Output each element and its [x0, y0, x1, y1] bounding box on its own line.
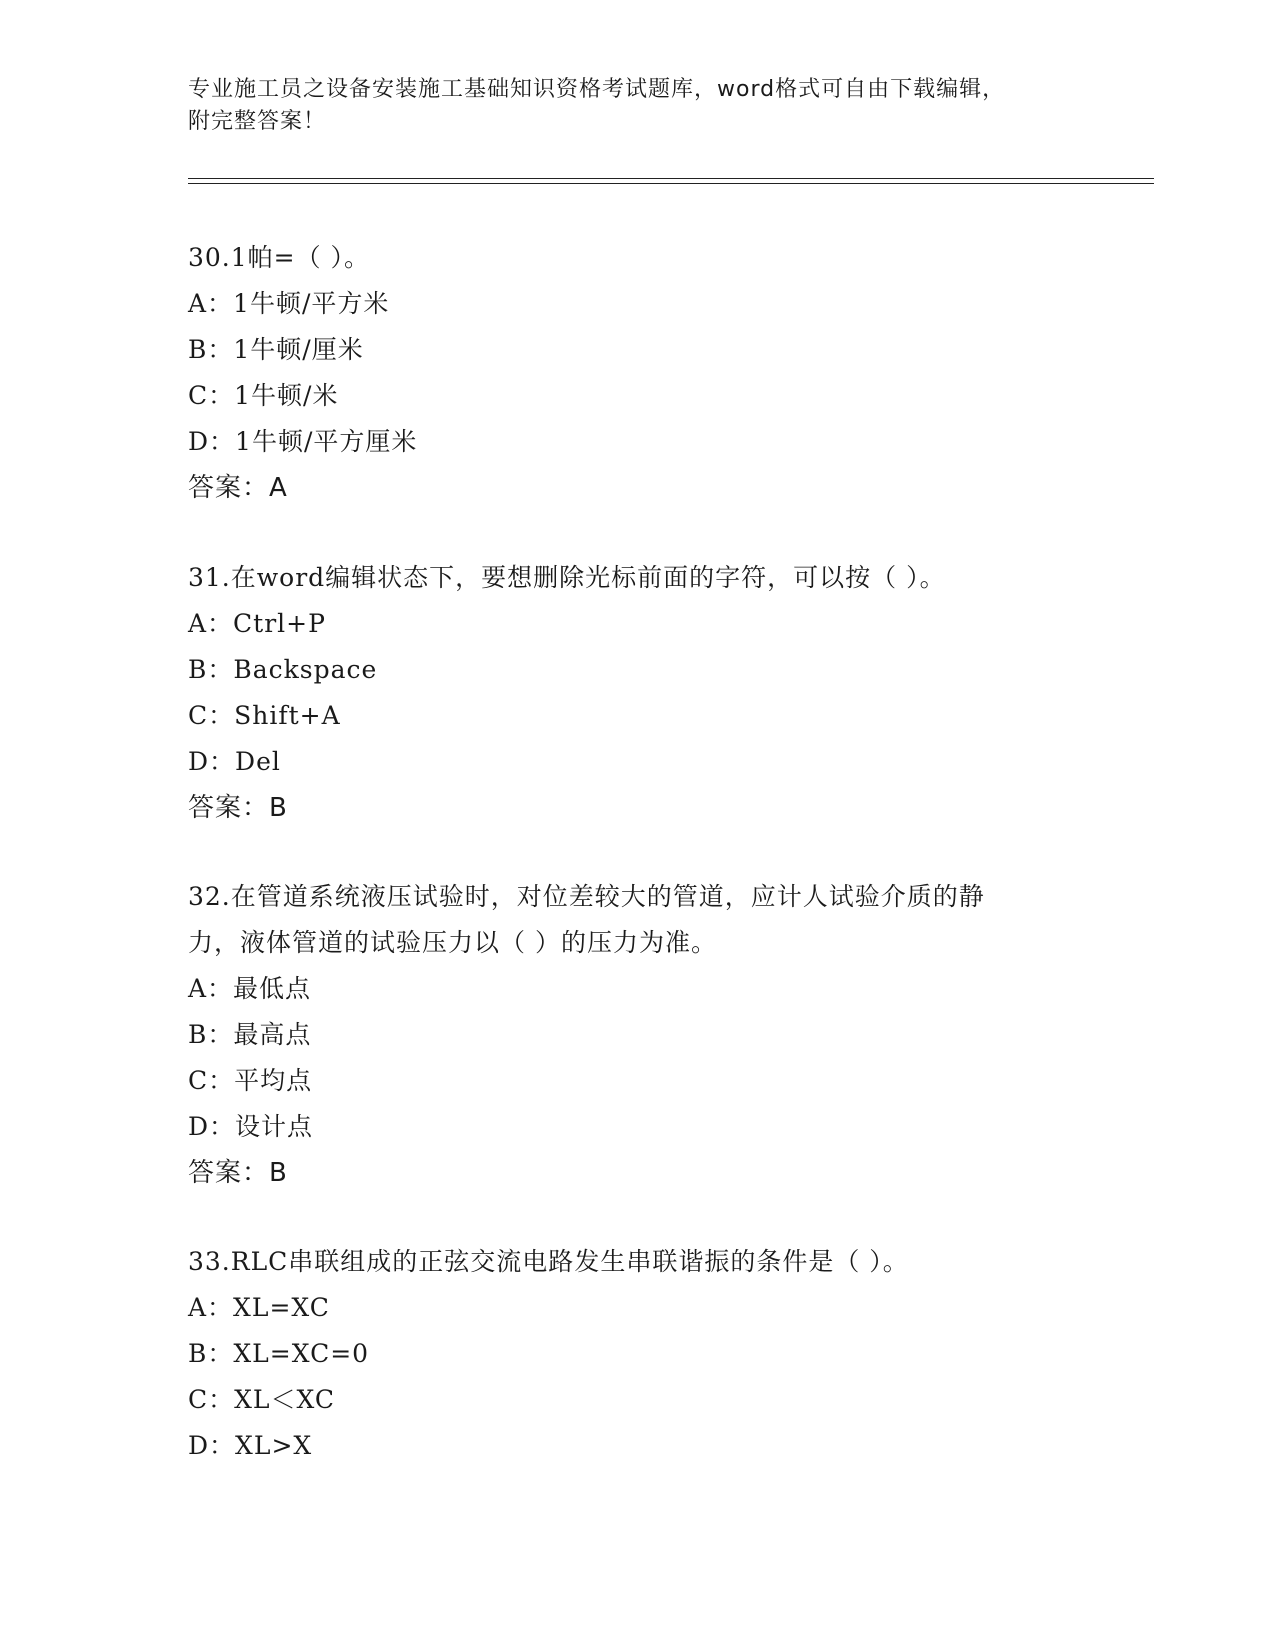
- option-d: D：Del: [188, 747, 281, 776]
- header-line-2: 附完整答案！: [188, 109, 327, 134]
- option-d: D：1牛顿/平方厘米: [188, 427, 418, 456]
- header-line-1: 专业施工员之设备安装施工基础知识资格考试题库，word格式可自由下载编辑，: [188, 77, 1006, 102]
- document-header: [188, 74, 1088, 138]
- option-b: B：Backspace: [188, 655, 378, 684]
- question-32: [188, 874, 1088, 1196]
- option-d: D：XL>X: [188, 1431, 313, 1460]
- option-c: C：Shift+A: [188, 701, 341, 730]
- option-d: D：设计点: [188, 1112, 314, 1141]
- option-a: A：XL=XC: [188, 1293, 330, 1322]
- question-text: 30.1帕=（ ）。: [188, 243, 371, 272]
- option-a: A：1牛顿/平方米: [188, 289, 390, 318]
- answer: 答案：A: [188, 473, 288, 503]
- option-b: B：最高点: [188, 1020, 312, 1049]
- question-text: 31.在word编辑状态下，要想删除光标前面的字符，可以按（ ）。: [188, 563, 946, 592]
- question-33: [188, 1239, 1088, 1469]
- header-divider-bottom: [188, 183, 1154, 184]
- option-a: A：最低点: [188, 974, 312, 1003]
- question-text-line-1: 32.在管道系统液压试验时，对位差较大的管道，应计人试验介质的静: [188, 882, 985, 911]
- answer: 答案：B: [188, 1158, 288, 1188]
- question-text: 33.RLC串联组成的正弦交流电路发生串联谐振的条件是（ ）。: [188, 1247, 909, 1276]
- option-c: C：1牛顿/米: [188, 381, 339, 410]
- header-divider-top: [188, 178, 1154, 179]
- option-a: A：Ctrl+P: [188, 609, 326, 638]
- question-text-line-2: 力，液体管道的试验压力以（ ）的压力为准。: [188, 928, 717, 957]
- option-c: C：XL＜XC: [188, 1385, 336, 1414]
- question-31: [188, 555, 1088, 831]
- option-c: C：平均点: [188, 1066, 313, 1095]
- option-b: B：1牛顿/厘米: [188, 335, 364, 364]
- answer: 答案：B: [188, 793, 288, 823]
- option-b: B：XL=XC=0: [188, 1339, 370, 1368]
- question-30: [188, 235, 1088, 511]
